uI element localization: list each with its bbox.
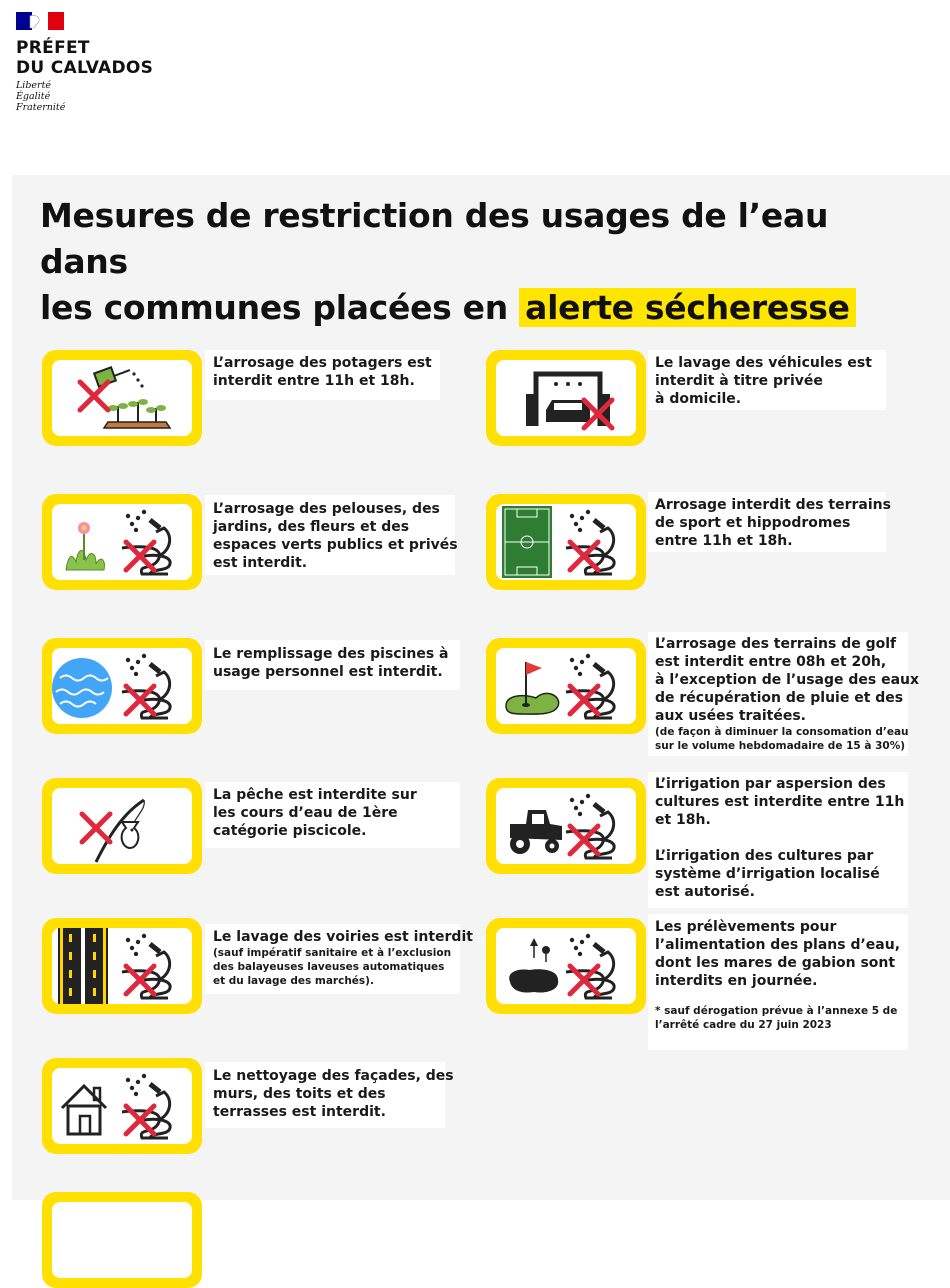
golf-hose-icon [496,648,636,724]
text-line: terrasses est interdit. [213,1104,386,1120]
spacer [655,990,900,1004]
flower-hose-icon [52,504,192,580]
measure-text-voiries [213,928,473,988]
text-line: est autorisé. [655,884,755,900]
text-note: et du lavage des marchés). [213,975,374,987]
text-line: interdits en journée. [655,973,818,989]
text-line: catégorie piscicole. [213,823,367,839]
text-line: Le nettoyage des façades, des [213,1068,454,1084]
spacer [655,829,904,847]
measure-card-potagers [42,350,202,446]
measure-card-irrigation [486,778,646,874]
measure-text-plans-eau [655,918,900,1032]
motto-line-3: Fraternité [16,102,66,113]
measure-card-voiries [42,918,202,1014]
text-line: interdit entre 11h et 18h. [213,373,415,389]
text-line: les cours d’eau de 1ère [213,805,398,821]
measure-card-vehicules [486,350,646,446]
car-wash-icon [496,360,636,436]
measure-text-facades [213,1067,454,1121]
house-hose-icon [52,1068,192,1144]
text-line: jardins, des fleurs et des [213,519,410,535]
text-line: L’irrigation par aspersion des [655,776,886,792]
text-line: et 18h. [655,812,711,828]
text-line: interdit à titre privée [655,373,823,389]
measure-card-sport [486,494,646,590]
measure-card-facades [42,1058,202,1154]
measure-card-partial [42,1192,202,1288]
text-line: L’arrosage des potagers est [213,355,432,371]
text-line: entre 11h et 18h. [655,533,793,549]
text-line: l’alimentation des plans d’eau, [655,937,901,953]
text-line: usage personnel est interdit. [213,664,443,680]
title-line-2 [40,285,920,331]
sports-field-hose-icon [496,504,636,580]
text-line: La pêche est interdite sur [213,787,417,803]
text-line: de sport et hippodromes [655,515,851,531]
text-note: sur le volume hebdomadaire de 15 à 30%) [655,740,906,752]
measure-card-piscines [42,638,202,734]
title-line-1: Mesures de restriction des usages de l’eau dans [40,196,829,281]
watering-can-garden-icon [52,360,192,436]
title-highlight: alerte sécheresse [519,288,856,327]
title-line-2-text: les communes placées en [40,288,520,327]
text-note: (sauf impératif sanitaire et à l’exclusion [213,947,452,959]
measure-card-pelouses [42,494,202,590]
text-note: (de façon à diminuer la consomation d’eau [655,726,909,738]
motto-line-2: Égalité [16,91,51,102]
text-line: à domicile. [655,391,742,407]
text-line: est interdit. [213,555,308,571]
measure-text-vehicules [655,354,872,408]
text-line: Le remplissage des piscines à [213,646,449,662]
measure-text-potagers [213,354,432,390]
republic-motto [16,80,65,113]
measure-text-sport [655,496,891,550]
page-header [0,0,950,175]
text-line: L’irrigation des cultures par [655,848,874,864]
text-line: est interdit entre 08h et 20h, [655,654,887,670]
text-line: de récupération de pluie et des [655,690,904,706]
text-line: espaces verts publics et privés [213,537,458,553]
text-note: * sauf dérogation prévue à l’annexe 5 de [655,1005,898,1017]
measure-text-piscines [213,645,449,681]
text-line: Les prélèvements pour [655,919,837,935]
measure-text-peche [213,786,417,840]
text-line: Le lavage des voiries est interdit [213,929,473,945]
text-line: cultures est interdite entre 11h [655,794,905,810]
marianne-logo-icon [16,12,64,30]
prefecture-name [16,38,153,78]
measure-card-golf [486,638,646,734]
text-note: des balayeuses laveuses automatiques [213,961,445,973]
prefecture-line-1: PRÉFET [16,38,90,58]
tractor-hose-icon [496,788,636,864]
text-line: à l’exception de l’usage des eaux [655,672,920,688]
measure-text-golf [655,635,919,753]
fishing-rod-icon [52,788,192,864]
text-line: L’arrosage des terrains de golf [655,636,897,652]
text-line: L’arrosage des pelouses, des [213,501,440,517]
prefecture-line-2: DU CALVADOS [16,58,154,78]
motto-line-1: Liberté [16,80,52,91]
text-line: Arrosage interdit des terrains [655,497,891,513]
text-line: aux usées traitées. [655,708,806,724]
text-line: système d’irrigation localisé [655,866,880,882]
road-hose-icon [52,928,192,1004]
text-note: l’arrêté cadre du 27 juin 2023 [655,1019,832,1031]
measure-text-irrigation [655,775,904,901]
measure-card-plans-eau [486,918,646,1014]
pool-hose-icon [52,648,192,724]
text-line: dont les mares de gabion sont [655,955,896,971]
text-line: murs, des toits et des [213,1086,386,1102]
measure-text-pelouses [213,500,458,572]
pond-hose-icon [496,928,636,1004]
measure-card-peche [42,778,202,874]
page-title [40,193,920,331]
text-line: Le lavage des véhicules est [655,355,872,371]
